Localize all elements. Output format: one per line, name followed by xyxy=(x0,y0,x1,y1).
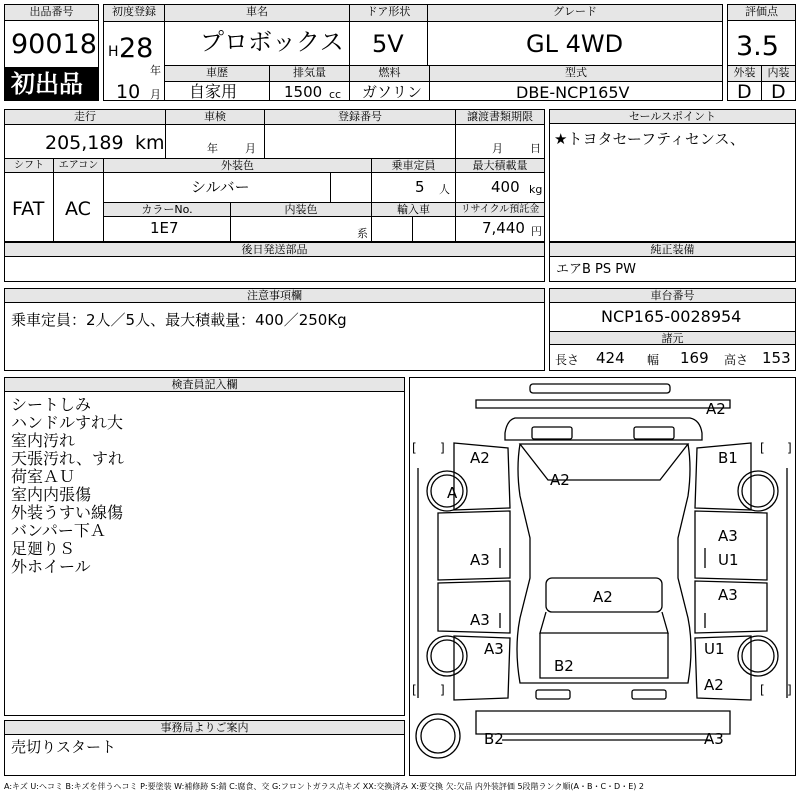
interior-label: 内装 xyxy=(762,66,795,81)
fuel-label: 燃料 xyxy=(350,66,429,81)
damage-code: A xyxy=(447,484,458,502)
damage-code: A3 xyxy=(718,586,738,604)
door-label: ドア形状 xyxy=(350,5,427,21)
displacement: 1500 xyxy=(284,83,323,101)
era: H xyxy=(108,44,119,60)
ext-color-label: 外装色 xyxy=(104,159,371,172)
length-label: 長さ xyxy=(555,353,580,367)
notes: 乗車定員：2人／5人、最大積載量：400／250Kg xyxy=(11,311,347,329)
color-no: 1E7 xyxy=(150,219,179,237)
model: DBE-NCP165V xyxy=(516,83,630,102)
damage-code: A3 xyxy=(704,730,724,748)
year-unit: 年 xyxy=(150,64,161,77)
vehicle-header-box xyxy=(103,4,723,101)
car-name: プロボックス xyxy=(200,28,344,56)
shift: FAT xyxy=(12,198,45,220)
notes-box xyxy=(4,288,545,371)
recycle: 7,440 xyxy=(482,219,525,237)
inspector-item: シートしみ xyxy=(11,395,92,414)
score-label: 評価点 xyxy=(728,5,795,21)
grade-label: グレード xyxy=(428,5,722,21)
inspection-label: 車検 xyxy=(166,110,264,124)
bracket-right: ] xyxy=(787,683,792,697)
inspector-item: バンパー下Ａ xyxy=(11,521,106,540)
damage-code: A2 xyxy=(470,449,490,467)
spec-box xyxy=(4,109,545,242)
bracket-right: ] xyxy=(787,441,792,455)
ac-label: エアコン xyxy=(54,159,103,172)
bracket-right: [ xyxy=(760,441,765,455)
chassis-number: NCP165-0028954 xyxy=(601,307,742,326)
color-no-label: カラーNo. xyxy=(104,203,230,216)
recycle-unit: 円 xyxy=(531,225,542,238)
import-label: 輸入車 xyxy=(372,203,455,216)
exterior-label: 外装 xyxy=(728,66,761,81)
first-listing-text: 初出品 xyxy=(11,70,83,98)
bracket-left: ] xyxy=(440,441,445,455)
first-reg-label: 初度登録 xyxy=(104,5,164,21)
inspector-item: 荷室ＡＵ xyxy=(11,467,76,486)
exterior-grade: D xyxy=(737,81,752,103)
height-label: 高さ xyxy=(724,353,749,367)
damage-code: A3 xyxy=(470,611,490,629)
length: 424 xyxy=(596,349,625,367)
notes-label: 注意事項欄 xyxy=(5,289,544,303)
ac: AC xyxy=(65,198,91,220)
office-box xyxy=(4,720,405,776)
door-type: 5V xyxy=(372,30,404,58)
insp-year-unit: 年 xyxy=(207,142,218,155)
width: 169 xyxy=(680,349,709,367)
damage-code: A3 xyxy=(718,527,738,545)
lot-number-box xyxy=(4,4,99,101)
sales-point: ★トヨタセーフティセンス、 xyxy=(554,130,745,148)
inspector-item: 室内汚れ xyxy=(11,431,76,450)
damage-code: U1 xyxy=(718,551,739,569)
damage-code: U1 xyxy=(704,640,725,658)
bracket-right: [ xyxy=(760,683,765,697)
inspector-item: 天張汚れ、すれ xyxy=(11,449,124,468)
office-label: 事務局よりご案内 xyxy=(5,721,404,735)
damage-code: B1 xyxy=(718,449,738,467)
oem-label: 純正装備 xyxy=(550,243,795,257)
transfer-month-unit: 月 xyxy=(492,142,503,155)
transfer-day-unit: 日 xyxy=(530,142,541,155)
damage-code: B2 xyxy=(484,730,504,748)
score-box xyxy=(727,4,796,101)
inspector-item: ハンドルすれ大 xyxy=(11,413,124,432)
inspector-item: 外ホイール xyxy=(11,557,91,576)
oem-equipment: エアB PS PW xyxy=(556,262,636,277)
inspector-label: 検査員記入欄 xyxy=(5,378,404,392)
capacity-unit: 人 xyxy=(439,183,450,196)
capacity: 5 xyxy=(415,178,425,196)
damage-code: A3 xyxy=(484,640,504,658)
later-parts-box xyxy=(4,242,545,282)
damage-code: A2 xyxy=(706,400,726,418)
max-load-label: 最大積載量 xyxy=(456,159,544,172)
bracket-left: [ xyxy=(412,683,417,697)
reg-year: 28 xyxy=(119,33,154,64)
height: 153 xyxy=(762,349,791,367)
office-note: 売切りスタート xyxy=(11,738,117,756)
history-label: 車歴 xyxy=(165,66,269,81)
max-load: 400 xyxy=(491,178,520,196)
chassis-label: 車台番号 xyxy=(550,289,795,303)
transfer-label: 譲渡書類期限 xyxy=(456,110,544,124)
inspector-item: 外装うすい線傷 xyxy=(11,503,124,522)
lot-number: 90018 xyxy=(11,29,97,60)
damage-code: A2 xyxy=(704,676,724,694)
inspector-box xyxy=(4,377,405,716)
car-name-label: 車名 xyxy=(165,5,349,21)
mileage-label: 走行 xyxy=(5,110,165,124)
damage-code: A2 xyxy=(550,471,570,489)
dims-label: 諸元 xyxy=(550,332,795,345)
insp-month-unit: 月 xyxy=(245,142,256,155)
inspector-item: 足廻りＳ xyxy=(11,539,76,558)
month-unit: 月 xyxy=(150,88,161,101)
sales-point-label: セールスポイント xyxy=(550,110,795,124)
grade: GL 4WD xyxy=(526,30,624,58)
displacement-unit: cc xyxy=(329,88,342,101)
bracket-left: [ xyxy=(412,441,417,455)
displacement-label: 排気量 xyxy=(270,66,349,81)
max-load-unit: kg xyxy=(529,183,543,196)
shift-label: シフト xyxy=(5,159,53,172)
ext-color: シルバー xyxy=(191,178,250,196)
damage-code: B2 xyxy=(554,657,574,675)
width-label: 幅 xyxy=(647,353,660,367)
interior-grade: D xyxy=(771,81,786,103)
reg-no-label: 登録番号 xyxy=(265,110,455,124)
fuel: ガソリン xyxy=(362,83,423,101)
reg-month: 10 xyxy=(116,81,141,103)
mileage: 205,189 xyxy=(45,132,124,154)
lot-number-label: 出品番号 xyxy=(5,5,98,21)
sales-point-box xyxy=(549,109,796,242)
legend: A:キズ U:ヘコミ B:キズを伴うヘコミ P:要塗装 W:補修跡 S:錆 C:腐食、交 G:フロントガラス点キズ XX:交換済み X:要交換 欠:欠品 内外装評価 5段階ランク順(A・B・C・D・E) 2 xyxy=(4,782,645,791)
bracket-left: ] xyxy=(440,683,445,697)
damage-diagram xyxy=(409,377,796,776)
oem-box xyxy=(549,242,796,282)
int-color-label: 内装色 xyxy=(231,203,371,216)
car-outline-diagram xyxy=(410,378,795,775)
recycle-label: リサイクル預託金 xyxy=(456,203,544,216)
damage-code: A2 xyxy=(593,588,613,606)
int-color-unit: 系 xyxy=(357,227,368,240)
capacity-label: 乗車定員 xyxy=(372,159,455,172)
damage-code: A3 xyxy=(470,551,490,569)
inspector-item: 室内内張傷 xyxy=(11,485,92,504)
chassis-box xyxy=(549,288,796,371)
model-label: 型式 xyxy=(430,66,722,81)
mileage-unit: km xyxy=(135,132,165,154)
history: 自家用 xyxy=(189,82,238,101)
score: 3.5 xyxy=(736,31,779,62)
later-parts-label: 後日発送部品 xyxy=(5,243,544,257)
